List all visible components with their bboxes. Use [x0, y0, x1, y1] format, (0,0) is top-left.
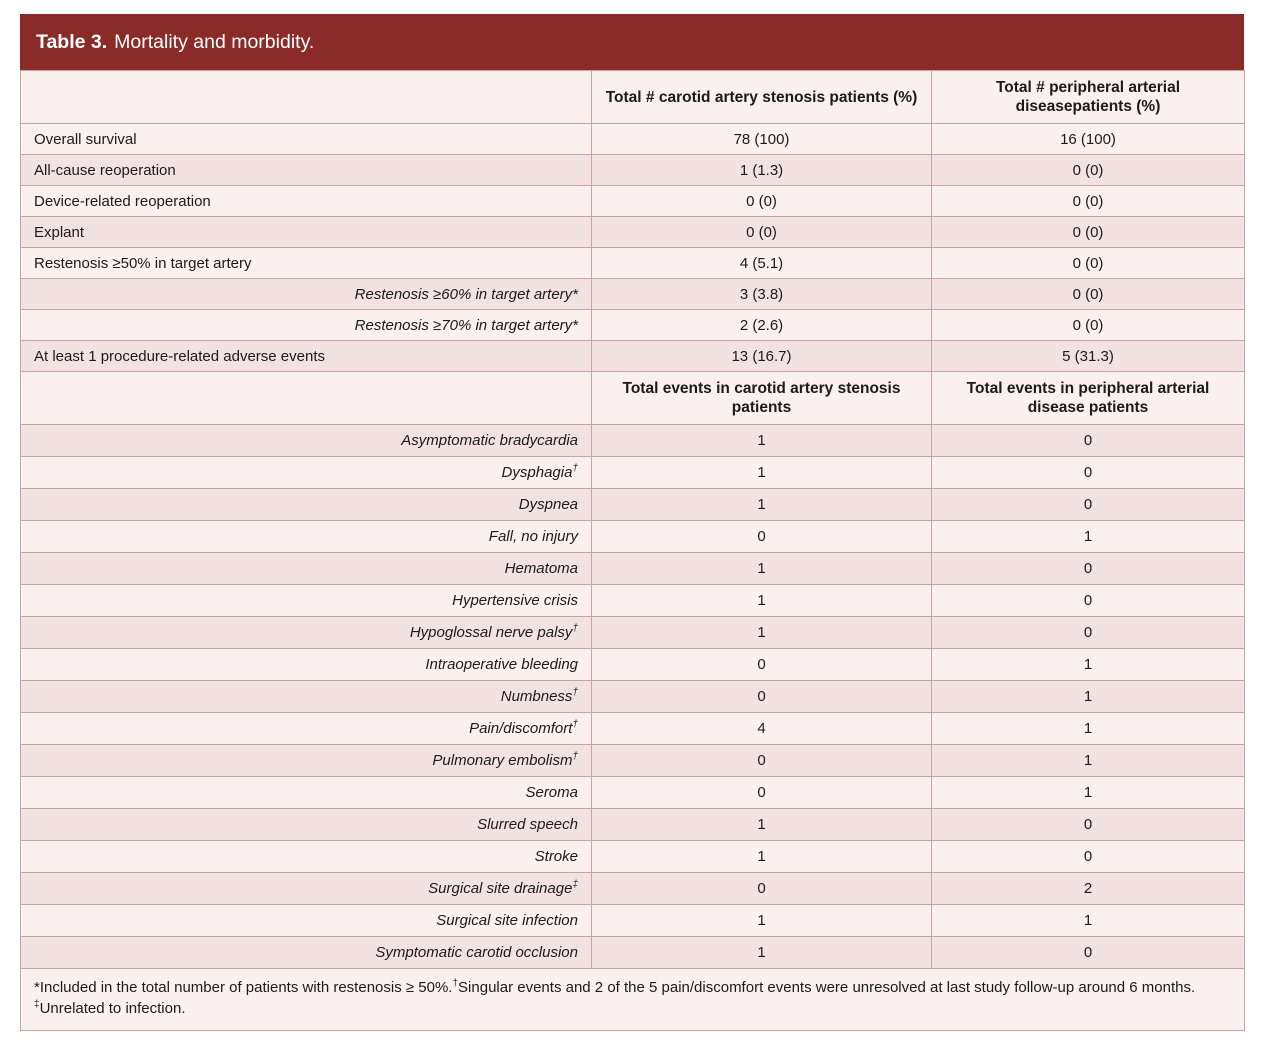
value-cell: 1: [592, 489, 932, 521]
row-label: Surgical site drainage: [428, 880, 573, 897]
row-label-cell: [21, 681, 592, 713]
value-cell: 0: [932, 937, 1245, 969]
value-cell: 0: [932, 841, 1245, 873]
table-row: [21, 745, 1245, 777]
footnote-segment: *Included in the total number of patients with restenosis ≥ 50%.: [34, 979, 453, 996]
value-cell: 1: [592, 809, 932, 841]
row-label-cell: [21, 617, 592, 649]
value-cell: 1: [592, 457, 932, 489]
row-label: Device-related reoperation: [34, 192, 211, 210]
table-row: [21, 841, 1245, 873]
value-cell: 1: [932, 777, 1245, 809]
row-label-cell: [21, 841, 592, 873]
value-cell: 1: [932, 905, 1245, 937]
row-label: At least 1 procedure-related adverse events: [34, 347, 325, 365]
row-label-cell: [21, 649, 592, 681]
row-label-cell: [21, 457, 592, 489]
table-row: [21, 809, 1245, 841]
row-label-cell: [21, 937, 592, 969]
value-cell: 1: [932, 745, 1245, 777]
row-label: All-cause reoperation: [34, 161, 176, 179]
value-cell: 1: [932, 681, 1245, 713]
footnote-segment: Singular events and 2 of the 5 pain/discomfort events were unresolved at last study follow-up around 6 months.: [458, 979, 1196, 996]
table-row: [21, 124, 1245, 155]
row-label: Restenosis ≥70% in target artery*: [354, 316, 578, 334]
table-title-text: Mortality and morbidity.: [114, 30, 315, 53]
row-label-cell: [21, 553, 592, 585]
footnote-marker: †: [452, 978, 459, 989]
row-label-cell: [21, 186, 592, 217]
value-cell: 0: [932, 617, 1245, 649]
table-row: [21, 777, 1245, 809]
value-cell: 1: [592, 905, 932, 937]
row-label: Symptomatic carotid occlusion: [375, 944, 578, 961]
table-row: [21, 713, 1245, 745]
table-row: [21, 585, 1245, 617]
value-cell: 0: [932, 809, 1245, 841]
table-row: [21, 521, 1245, 553]
row-label-cell: [21, 279, 592, 310]
row-label-cell: [21, 521, 592, 553]
row-label-cell: [21, 155, 592, 186]
row-label: Restenosis ≥50% in target artery: [34, 254, 252, 272]
value-cell: 0: [592, 777, 932, 809]
row-label: Intraoperative bleeding: [425, 656, 578, 673]
value-cell: 2: [932, 873, 1245, 905]
col-header-peripheral-patients: Total # peripheral arterial diseasepatients (%): [932, 71, 1245, 124]
row-label-cell: [21, 777, 592, 809]
row-label: Overall survival: [34, 130, 137, 148]
table-row: [21, 341, 1245, 372]
value-cell: 0 (0): [932, 310, 1245, 341]
table-row: [21, 217, 1245, 248]
row-label-cell: [21, 425, 592, 457]
row-label-cell: [21, 217, 592, 248]
value-cell: 78 (100): [592, 124, 932, 155]
value-cell: 3 (3.8): [592, 279, 932, 310]
row-label-cell: [21, 124, 592, 155]
row-label: Slurred speech: [477, 816, 578, 833]
value-cell: 0: [592, 745, 932, 777]
row-label: Explant: [34, 223, 85, 241]
table-row: [21, 155, 1245, 186]
header-section-patients: [21, 71, 1245, 124]
value-cell: 0: [592, 649, 932, 681]
col-header-carotid-patients: Total # carotid artery stenosis patients (%): [592, 71, 932, 124]
row-label: Numbness: [500, 688, 573, 705]
value-cell: 5 (31.3): [932, 341, 1245, 372]
value-cell: 2 (2.6): [592, 310, 932, 341]
value-cell: 0 (0): [932, 279, 1245, 310]
footnote-marker: ‡: [34, 999, 40, 1010]
table-title-prefix: Table 3.: [36, 30, 108, 53]
row-label-cell: [21, 905, 592, 937]
row-label-cell: [21, 341, 592, 372]
table-row: [21, 310, 1245, 341]
row-label-cell: [21, 310, 592, 341]
table-row: [21, 617, 1245, 649]
value-cell: 16 (100): [932, 124, 1245, 155]
footnote-marker: †: [572, 687, 578, 698]
value-cell: 1: [932, 521, 1245, 553]
table-row: [21, 186, 1245, 217]
value-cell: 1: [592, 937, 932, 969]
value-cell: 0 (0): [932, 217, 1245, 248]
footnote-marker: †: [572, 463, 578, 474]
footnote-section: [21, 969, 1245, 1031]
value-cell: 0 (0): [592, 186, 932, 217]
value-cell: 1 (1.3): [592, 155, 932, 186]
value-cell: 0 (0): [592, 217, 932, 248]
table-3-card: [20, 14, 1244, 1031]
empty-header-cell: [21, 71, 592, 124]
footnote-marker: †: [572, 623, 578, 634]
row-label-cell: [21, 745, 592, 777]
table-row: [21, 681, 1245, 713]
header-row-events: [21, 372, 1245, 425]
col-header-peripheral-events: Total events in peripheral arterial disease patients: [932, 372, 1245, 425]
value-cell: 0: [592, 681, 932, 713]
footnote-text: [21, 969, 1245, 1031]
value-cell: 13 (16.7): [592, 341, 932, 372]
value-cell: 4: [592, 713, 932, 745]
table-row: [21, 553, 1245, 585]
row-label: Pulmonary embolism: [432, 752, 573, 769]
row-label: Fall, no injury: [488, 528, 578, 545]
value-cell: 1: [592, 425, 932, 457]
table-row: [21, 248, 1245, 279]
footnote-marker: †: [572, 751, 578, 762]
footnote-marker: ‡: [572, 879, 578, 890]
table-row: [21, 649, 1245, 681]
header-row-patients: [21, 71, 1245, 124]
footnote-row: [21, 969, 1245, 1031]
value-cell: 1: [592, 841, 932, 873]
value-cell: 0: [592, 521, 932, 553]
value-cell: 0 (0): [932, 248, 1245, 279]
empty-header-cell: [21, 372, 592, 425]
row-label-cell: [21, 585, 592, 617]
row-label: Seroma: [525, 784, 578, 801]
row-label: Hypertensive crisis: [452, 592, 578, 609]
value-cell: 0 (0): [932, 155, 1245, 186]
row-label-cell: [21, 713, 592, 745]
mortality-morbidity-table: [20, 70, 1245, 1031]
value-cell: 4 (5.1): [592, 248, 932, 279]
value-cell: 0: [932, 457, 1245, 489]
row-label-cell: [21, 873, 592, 905]
row-label: Dyspnea: [518, 496, 578, 513]
table-row: [21, 279, 1245, 310]
value-cell: 1: [932, 713, 1245, 745]
table-row: [21, 937, 1245, 969]
footnote-segment: Unrelated to infection.: [39, 1000, 186, 1017]
row-label: Dysphagia: [501, 464, 573, 481]
row-label: Asymptomatic bradycardia: [401, 432, 578, 449]
table-row: [21, 873, 1245, 905]
table-row: [21, 489, 1245, 521]
value-cell: 0: [932, 585, 1245, 617]
header-section-events: [21, 372, 1245, 425]
table-title-bar: [20, 14, 1244, 70]
row-label-cell: [21, 248, 592, 279]
table-row: [21, 457, 1245, 489]
row-label-cell: [21, 489, 592, 521]
value-cell: 1: [592, 617, 932, 649]
col-header-carotid-events: Total events in carotid artery stenosis patients: [592, 372, 932, 425]
table-row: [21, 425, 1245, 457]
value-cell: 0: [592, 873, 932, 905]
row-label: Surgical site infection: [436, 912, 578, 929]
value-cell: 0 (0): [932, 186, 1245, 217]
row-label: Restenosis ≥60% in target artery*: [354, 285, 578, 303]
row-label: Pain/discomfort: [469, 720, 573, 737]
value-cell: 0: [932, 553, 1245, 585]
value-cell: 1: [592, 553, 932, 585]
patient-outcome-rows: [21, 124, 1245, 372]
value-cell: 0: [932, 425, 1245, 457]
table-row: [21, 905, 1245, 937]
value-cell: 1: [592, 585, 932, 617]
row-label: Hypoglossal nerve palsy: [409, 624, 573, 641]
value-cell: 1: [932, 649, 1245, 681]
row-label: Hematoma: [504, 560, 578, 577]
footnote-marker: †: [572, 719, 578, 730]
row-label-cell: [21, 809, 592, 841]
row-label: Stroke: [534, 848, 578, 865]
value-cell: 0: [932, 489, 1245, 521]
adverse-event-rows: [21, 425, 1245, 969]
